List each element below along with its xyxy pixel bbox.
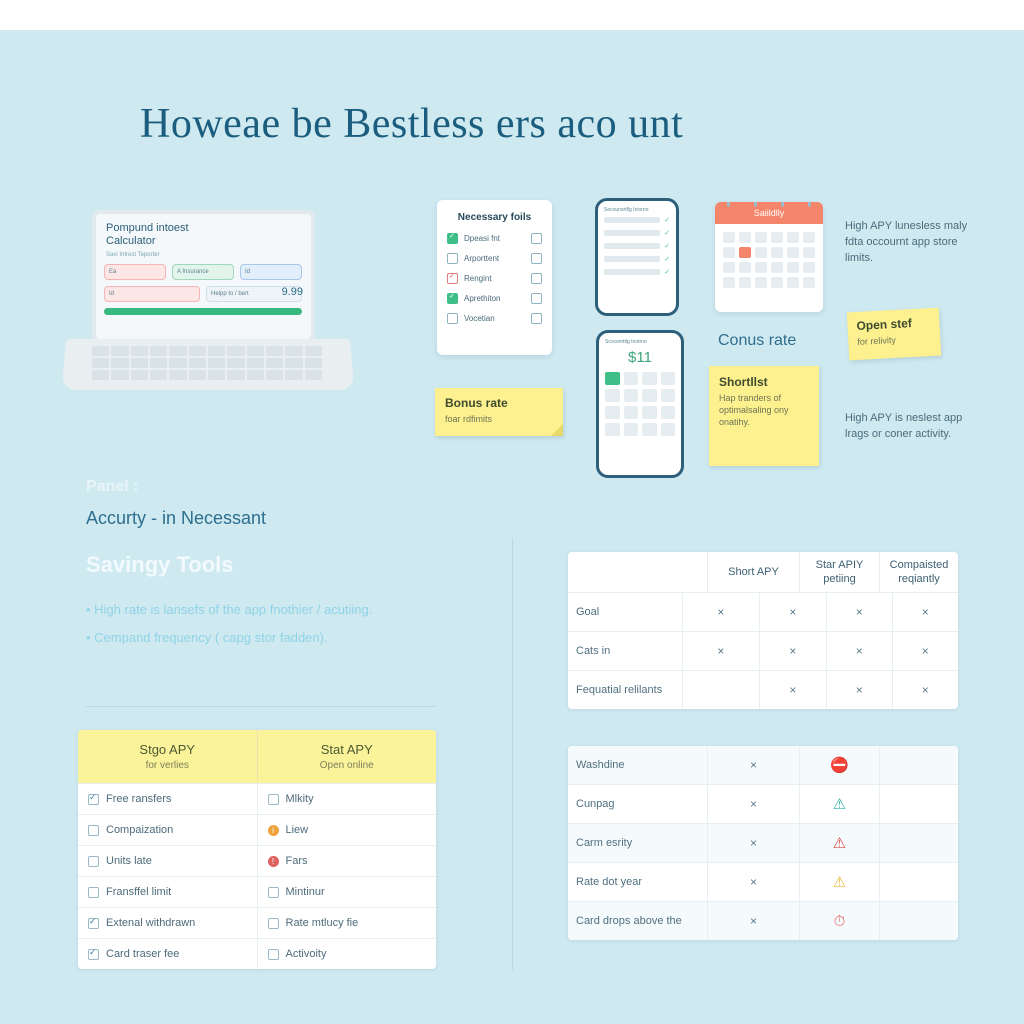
table-header-cell: Compaisted reqiantly bbox=[889, 559, 949, 585]
table-cell-mark: × bbox=[760, 671, 827, 709]
sticky-subtitle: foar rdfimits bbox=[445, 414, 493, 424]
calc-field-4[interactable]: Id bbox=[104, 286, 200, 302]
laptop-keyboard bbox=[92, 346, 322, 380]
table-cell-empty bbox=[880, 824, 958, 862]
table-row bbox=[78, 907, 436, 938]
checkbox-empty-icon[interactable] bbox=[447, 313, 458, 324]
table-cell[interactable] bbox=[78, 846, 258, 876]
check-icon: ✓ bbox=[664, 269, 670, 276]
page-title: Howeae be Bestless ers aco unt bbox=[140, 101, 684, 147]
checkbox-empty-icon[interactable] bbox=[268, 949, 279, 960]
poster-canvas bbox=[0, 30, 1024, 1024]
checkbox-empty-icon[interactable] bbox=[268, 794, 279, 805]
phone-row bbox=[604, 268, 670, 276]
checklist-item-label: Vocetian bbox=[464, 314, 495, 323]
calc-progress-bar bbox=[104, 308, 302, 315]
table-cell[interactable] bbox=[78, 815, 258, 845]
note-fold-icon bbox=[551, 424, 563, 436]
table-header-cell: Star APIY petiing bbox=[800, 552, 880, 592]
phone-bottom-header: Scocemttig Inotrno bbox=[605, 339, 647, 345]
phone-top-illustration bbox=[595, 198, 679, 316]
table-cell-label: Fars bbox=[285, 855, 308, 867]
checkbox-empty-icon[interactable] bbox=[88, 887, 99, 898]
sticky-note-shortlist bbox=[709, 366, 819, 466]
floating-text-right-bottom: High APY is neslest app lrags or coner activity. bbox=[845, 412, 963, 440]
table-cell-mark: × bbox=[760, 593, 827, 631]
table-header-row bbox=[568, 552, 958, 592]
sticky-title: Bonus rate bbox=[445, 396, 508, 410]
table-cell-empty bbox=[880, 746, 958, 784]
alert-yellow-icon: ⚠ bbox=[832, 874, 847, 891]
panel-bullet-2: • Cempand frequency ( capg stor fadden). bbox=[86, 630, 328, 645]
table-cell-mark: × bbox=[708, 863, 800, 901]
table-cell-mark: × bbox=[827, 632, 893, 670]
table-cell-label: Compaization bbox=[106, 824, 174, 836]
table-header-cell bbox=[568, 552, 708, 592]
phone-row bbox=[604, 242, 670, 250]
table-cell-status bbox=[800, 824, 880, 862]
checkbox-empty-icon[interactable] bbox=[531, 233, 542, 244]
panel-label: Panel : bbox=[86, 478, 139, 495]
table-header-cell bbox=[258, 730, 437, 783]
check-icon: ✓ bbox=[664, 230, 670, 237]
table-row bbox=[78, 783, 436, 814]
checkbox-empty-icon[interactable] bbox=[531, 253, 542, 264]
checkbox-empty-icon[interactable] bbox=[531, 273, 542, 284]
table-cell-label: Free ransfers bbox=[106, 793, 172, 805]
table-header-subtitle: Open online bbox=[319, 760, 374, 771]
calc-field-3[interactable]: Id bbox=[240, 264, 302, 280]
table-row bbox=[78, 814, 436, 845]
phone-row bbox=[604, 229, 670, 237]
panel-bullet-1: • High rate is lansefs of the app fnothier / acutiing. bbox=[86, 602, 373, 617]
table-cell[interactable] bbox=[258, 784, 437, 814]
phone-top-rows bbox=[598, 216, 676, 276]
table-row-label: Cunpag bbox=[568, 785, 708, 823]
comparison-table-left bbox=[78, 730, 436, 969]
phone-bottom-grid bbox=[599, 366, 681, 442]
check-icon: ✓ bbox=[664, 256, 670, 263]
table-cell-mark: × bbox=[921, 605, 929, 619]
calendar-grid bbox=[715, 224, 823, 296]
checkbox-empty-icon[interactable] bbox=[447, 253, 458, 264]
table-row-label: Card drops above the bbox=[568, 902, 708, 940]
table-cell-mark: × bbox=[683, 632, 760, 670]
info-icon: i bbox=[268, 825, 279, 836]
calculator-heading-line1: Pompund intoest bbox=[106, 222, 189, 234]
checklist-item[interactable] bbox=[447, 293, 542, 304]
calendar-rings bbox=[715, 202, 823, 207]
table-row bbox=[568, 631, 958, 670]
table-row-label: Cats in bbox=[568, 632, 683, 670]
checkbox-empty-icon[interactable] bbox=[88, 825, 99, 836]
comparison-table-right-top bbox=[568, 552, 958, 709]
panel-subtitle: Accurty - in Necessant bbox=[86, 508, 267, 528]
table-row-label: Fequatial relilants bbox=[568, 671, 683, 709]
checklist-item[interactable] bbox=[447, 313, 542, 324]
table-cell-label: Fransffel limit bbox=[106, 886, 172, 898]
table-cell-status bbox=[800, 902, 880, 940]
table-header-title: Stat APY bbox=[320, 742, 373, 757]
table-cell[interactable] bbox=[258, 908, 437, 938]
checkbox-checked-icon[interactable] bbox=[447, 233, 458, 244]
calendar-title: Saiildlly bbox=[715, 202, 823, 224]
calc-amount: 9.99 bbox=[281, 286, 303, 298]
checkbox-empty-icon[interactable] bbox=[268, 887, 279, 898]
table-cell[interactable] bbox=[78, 939, 258, 969]
table-cell-mark: × bbox=[921, 644, 929, 658]
table-cell-mark: × bbox=[760, 632, 827, 670]
table-cell-mark bbox=[683, 671, 760, 709]
table-row bbox=[568, 670, 958, 709]
phone-row bbox=[604, 216, 670, 224]
table-cell[interactable] bbox=[258, 939, 437, 969]
table-row bbox=[78, 876, 436, 907]
checklist-item-label: Aprethiton bbox=[464, 294, 501, 303]
horizontal-divider bbox=[86, 706, 436, 707]
floating-text-right-top: High APY lunesless maly fdta occournt app store limits. bbox=[845, 220, 968, 264]
checkbox-checked-icon[interactable] bbox=[88, 918, 99, 929]
table-cell-status bbox=[800, 785, 880, 823]
checkbox-checked-icon[interactable] bbox=[447, 293, 458, 304]
checklist-item-label: Rengint bbox=[464, 274, 492, 283]
table-cell-empty bbox=[880, 863, 958, 901]
alert-teal-icon: ⚠ bbox=[832, 796, 847, 813]
table-header-cell: Short APY bbox=[708, 552, 800, 592]
table-row bbox=[568, 784, 958, 823]
checklist-item-label: Dpeasi fnt bbox=[464, 234, 501, 243]
conus-rate-label: Conus rate bbox=[718, 332, 797, 349]
laptop-illustration bbox=[62, 210, 362, 440]
checkbox-empty-icon[interactable] bbox=[88, 856, 99, 867]
table-cell[interactable] bbox=[258, 815, 437, 845]
alert-red-icon: ⛔ bbox=[830, 757, 849, 774]
check-icon: ✓ bbox=[664, 217, 670, 224]
checkbox-checked-icon[interactable] bbox=[88, 794, 99, 805]
sticky-subtitle: Hap tranders of optimalsaling ony onatihy. bbox=[719, 393, 789, 427]
table-cell[interactable] bbox=[78, 877, 258, 907]
table-cell-label: Mlkity bbox=[285, 793, 314, 805]
table-row-label: Carm esrity bbox=[568, 824, 708, 862]
table-cell-label: Activoity bbox=[285, 948, 327, 960]
checklist-card bbox=[437, 200, 552, 355]
calculator-heading bbox=[106, 222, 189, 248]
table-row bbox=[568, 862, 958, 901]
checkbox-empty-icon[interactable] bbox=[531, 293, 542, 304]
checklist-item[interactable] bbox=[447, 233, 542, 244]
vertical-divider bbox=[512, 538, 513, 970]
sticky-title: Open stef bbox=[856, 316, 913, 333]
alert-icon: ! bbox=[268, 856, 279, 867]
table-cell-mark: × bbox=[708, 902, 800, 940]
alert-pink-icon: ⏱ bbox=[833, 912, 846, 930]
sticky-title: Shortllst bbox=[719, 375, 768, 389]
sticky-note-bonus-rate bbox=[435, 388, 563, 436]
table-cell-status bbox=[800, 746, 880, 784]
checkbox-empty-icon[interactable] bbox=[531, 313, 542, 324]
sticky-note-open-step bbox=[847, 308, 941, 361]
table-cell-mark: × bbox=[827, 671, 893, 709]
checkbox-checked-icon[interactable] bbox=[88, 949, 99, 960]
table-cell[interactable] bbox=[258, 846, 437, 876]
table-cell-label: Units late bbox=[106, 855, 152, 867]
table-row-label: Rate dot year bbox=[568, 863, 708, 901]
table-cell-mark: × bbox=[827, 593, 893, 631]
checkbox-checked-red-icon[interactable] bbox=[447, 273, 458, 284]
calculator-fields bbox=[104, 264, 302, 315]
table-row bbox=[568, 901, 958, 940]
table-cell[interactable] bbox=[78, 784, 258, 814]
table-cell-mark: × bbox=[708, 785, 800, 823]
phone-top-header: Socounsrtflg Iniorno bbox=[604, 207, 649, 213]
table-cell-label: Mintinur bbox=[285, 886, 325, 898]
table-cell[interactable] bbox=[78, 908, 258, 938]
sticky-subtitle: for relivity bbox=[857, 334, 897, 347]
table-cell-mark: × bbox=[708, 746, 800, 784]
phone-row bbox=[604, 255, 670, 263]
checklist-item[interactable] bbox=[447, 253, 542, 264]
table-row bbox=[78, 845, 436, 876]
table-cell-label: Rate mtlucy fie bbox=[285, 917, 359, 929]
phone-bottom-amount: $11 bbox=[628, 349, 652, 366]
table-header-row bbox=[78, 730, 436, 783]
calendar-illustration bbox=[715, 202, 823, 312]
table-cell-mark: × bbox=[708, 824, 800, 862]
table-row-label: Washdine bbox=[568, 746, 708, 784]
checkbox-empty-icon[interactable] bbox=[268, 918, 279, 929]
table-cell-status bbox=[800, 863, 880, 901]
table-header-cell bbox=[78, 730, 258, 783]
checklist-title: Necessary foils bbox=[457, 212, 532, 223]
table-row bbox=[568, 746, 958, 784]
table-cell-empty bbox=[880, 902, 958, 940]
table-row bbox=[568, 823, 958, 862]
table-cell-mark: × bbox=[921, 683, 929, 697]
laptop-screen bbox=[92, 210, 315, 343]
checklist-item-label: Arporttent bbox=[464, 254, 500, 263]
alert-red-icon: ⚠ bbox=[832, 835, 847, 852]
table-row bbox=[78, 938, 436, 969]
table-cell-empty bbox=[880, 785, 958, 823]
table-row-label: Goal bbox=[568, 593, 683, 631]
checklist-items bbox=[437, 233, 552, 324]
table-header-title: Stgo APY bbox=[139, 742, 196, 757]
table-cell[interactable] bbox=[258, 877, 437, 907]
calc-field-1[interactable]: Ea bbox=[104, 264, 166, 280]
panel-heading: Savingy Tools bbox=[86, 552, 234, 577]
calc-field-2[interactable]: A Insurance bbox=[172, 264, 234, 280]
check-icon: ✓ bbox=[664, 243, 670, 250]
calc-field-caption: Helpp to / bert bbox=[206, 286, 302, 302]
phone-bottom-illustration bbox=[596, 330, 684, 478]
table-cell-label: Liew bbox=[285, 824, 309, 836]
table-cell-label: Extenal withdrawn bbox=[106, 917, 196, 929]
calculator-subtitle: Savi Intrest Teporter bbox=[106, 252, 160, 258]
calculator-heading-line2: Calculator bbox=[106, 235, 156, 247]
table-row bbox=[568, 592, 958, 631]
table-header-subtitle: for verlies bbox=[145, 760, 189, 771]
table-cell-label: Card traser fee bbox=[106, 948, 180, 960]
table-cell-mark: × bbox=[683, 593, 760, 631]
comparison-table-right-bottom bbox=[568, 746, 958, 940]
checklist-item[interactable] bbox=[447, 273, 542, 284]
